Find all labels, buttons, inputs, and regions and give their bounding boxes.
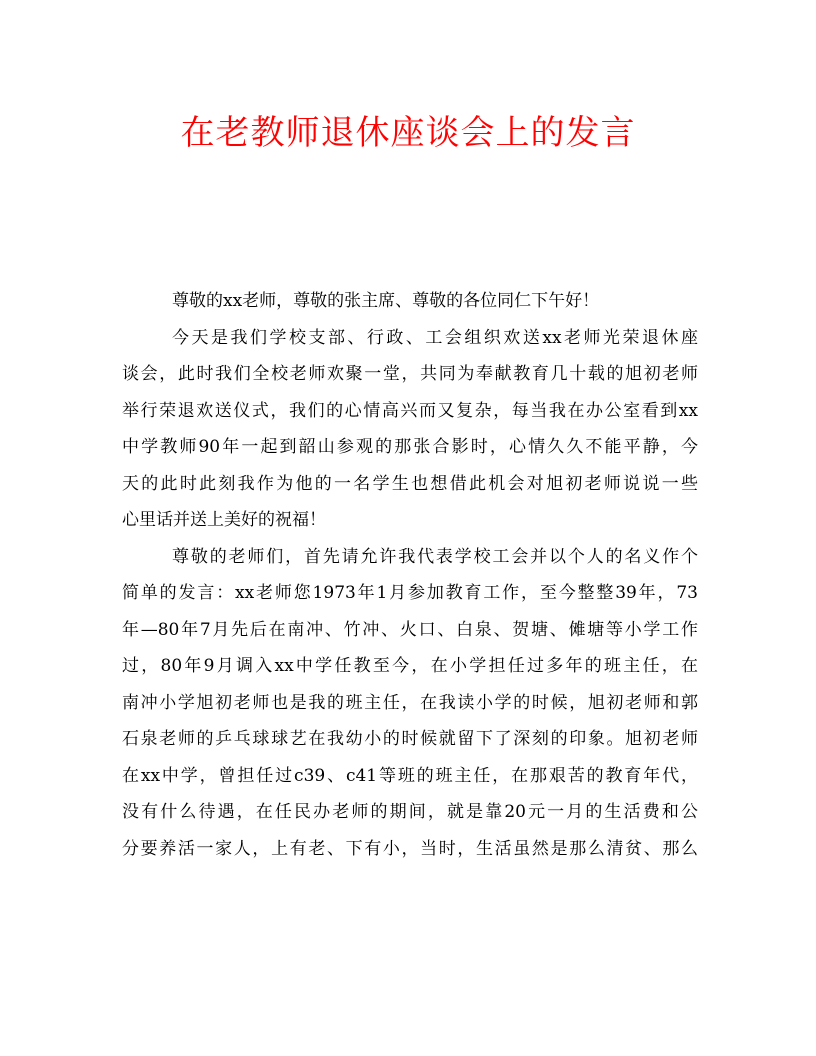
body-line: 心里话并送上美好的祝福！ — [122, 510, 326, 530]
body-line: 分要养活一家人，上有老、下有小，当时，生活虽然是那么清贫、那么 — [122, 838, 698, 859]
body-line: 中学教师90年一起到韶山参观的那张合影时，心情久久不能平静，今 — [122, 437, 698, 457]
body-line: 没有什么待遇，在任民办老师的期间，就是靠20元一月的生活费和公 — [122, 802, 698, 822]
body-line: 谈会，此时我们全校老师欢聚一堂，共同为奉献教育几十载的旭初老师 — [122, 364, 698, 384]
body-line: 尊敬的老师们，首先请允许我代表学校工会并以个人的名义作个 — [172, 546, 698, 567]
body-line: 尊敬的xx老师，尊敬的张主席、尊敬的各位同仁下午好！ — [172, 291, 600, 311]
body-line: 简单的发言：xx老师您1973年1月参加教育工作，至今整整39年，73 — [122, 583, 698, 603]
body-line: 今天是我们学校支部、行政、工会组织欢送xx老师光荣退休座 — [172, 327, 698, 348]
body-line: 年—80年7月先后在南冲、竹冲、火口、白泉、贺塘、傩塘等小学工作 — [122, 619, 698, 640]
document-title: 在老教师退休座谈会上的发言 — [180, 113, 636, 153]
body-line: 石泉老师的乒乓球球艺在我幼小的时候就留下了深刻的印象。旭初老师 — [122, 729, 698, 749]
body-line: 天的此时此刻我作为他的一名学生也想借此机会对旭初老师说说一些 — [122, 473, 698, 494]
body-line: 在xx中学，曾担任过c39、c41等班的班主任，在那艰苦的教育年代， — [122, 765, 698, 786]
document-body — [122, 283, 698, 867]
body-line: 过，80年9月调入xx中学任教至今，在小学担任过多年的班主任，在 — [122, 656, 698, 676]
body-line: 举行荣退欢送仪式，我们的心情高兴而又复杂，每当我在办公室看到xx — [122, 400, 698, 421]
body-line: 南冲小学旭初老师也是我的班主任，在我读小学的时候，旭初老师和郭 — [122, 692, 698, 713]
